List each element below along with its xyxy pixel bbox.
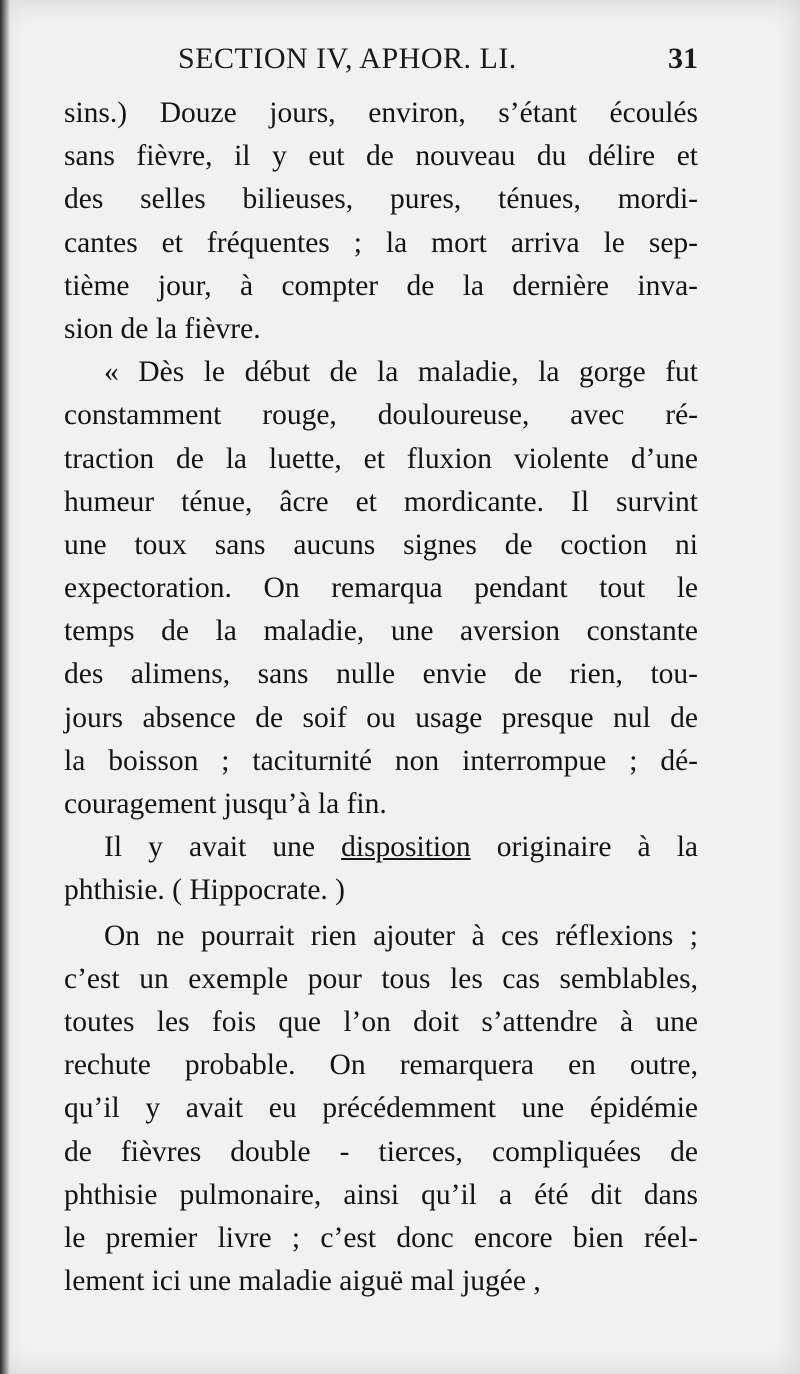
text-line: temps de la maladie, une aversion constante xyxy=(64,615,698,648)
text-line: On ne pourrait rien ajouter à ces réflexions ; xyxy=(104,919,698,952)
text-line: une toux sans aucuns signes de coction ni xyxy=(64,528,698,561)
page-body xyxy=(64,92,698,1303)
text-line: des selles bilieuses, pures, ténues, mordi- xyxy=(64,183,698,216)
text-line: rechute probable. On remarquera en outre, xyxy=(64,1049,698,1082)
page-number: 31 xyxy=(668,42,698,75)
text-line: sins.) Douze jours, environ, s’étant écoulés xyxy=(64,97,698,129)
text-line: la boisson ; taciturnité non interrompue ; dé- xyxy=(64,744,698,777)
text-line: humeur ténue, âcre et mordicante. Il survint xyxy=(64,485,698,518)
text-line: des alimens, sans nulle envie de rien, tou- xyxy=(64,658,698,691)
text-line: lement ici une maladie aiguë mal jugée , xyxy=(64,1265,541,1298)
text-line: phthisie pulmonaire, ainsi qu’il a été dit dans xyxy=(64,1178,698,1211)
text-line: sans fièvre, il y eut de nouveau du délire et xyxy=(64,140,698,173)
text-line: qu’il y avait eu précédemment une épidémie xyxy=(64,1092,698,1125)
text-line: le premier livre ; c’est donc encore bien réel- xyxy=(64,1221,698,1254)
running-head: SECTION IV, APHOR. LI. xyxy=(178,42,517,75)
text-line: traction de la luette, et fluxion violente d’une xyxy=(64,442,698,475)
text-line: expectoration. On remarqua pendant tout le xyxy=(64,572,698,605)
text-line: jours absence de soif ou usage presque nul de xyxy=(64,701,698,734)
text-line: sion de la fièvre. xyxy=(64,312,261,345)
text-line: « Dès le début de la maladie, la gorge fut xyxy=(104,356,698,389)
underlined-word: disposition xyxy=(341,831,471,864)
text-line: constamment rouge, douloureuse, avec ré- xyxy=(64,399,698,432)
text-segment: Il y avait une xyxy=(104,831,316,864)
page-edge-shadow xyxy=(0,0,10,1374)
text-line: cantes et fréquentes ; la mort arriva le sep- xyxy=(64,226,698,259)
text-line: toutes les fois que l’on doit s’attendre à une xyxy=(64,1005,698,1038)
text-line xyxy=(64,826,698,869)
text-line: phthisie. ( Hippocrate. ) xyxy=(64,874,345,907)
text-segment: originaire à la xyxy=(496,831,698,864)
text-line: couragement jusqu’à la fin. xyxy=(64,788,387,820)
page-header xyxy=(60,42,700,82)
text-line: tième jour, à compter de la dernière inva- xyxy=(64,269,698,302)
text-line: c’est un exemple pour tous les cas semblables, xyxy=(64,962,698,995)
text-line: de fièvres double - tierces, compliquées de xyxy=(64,1135,698,1168)
